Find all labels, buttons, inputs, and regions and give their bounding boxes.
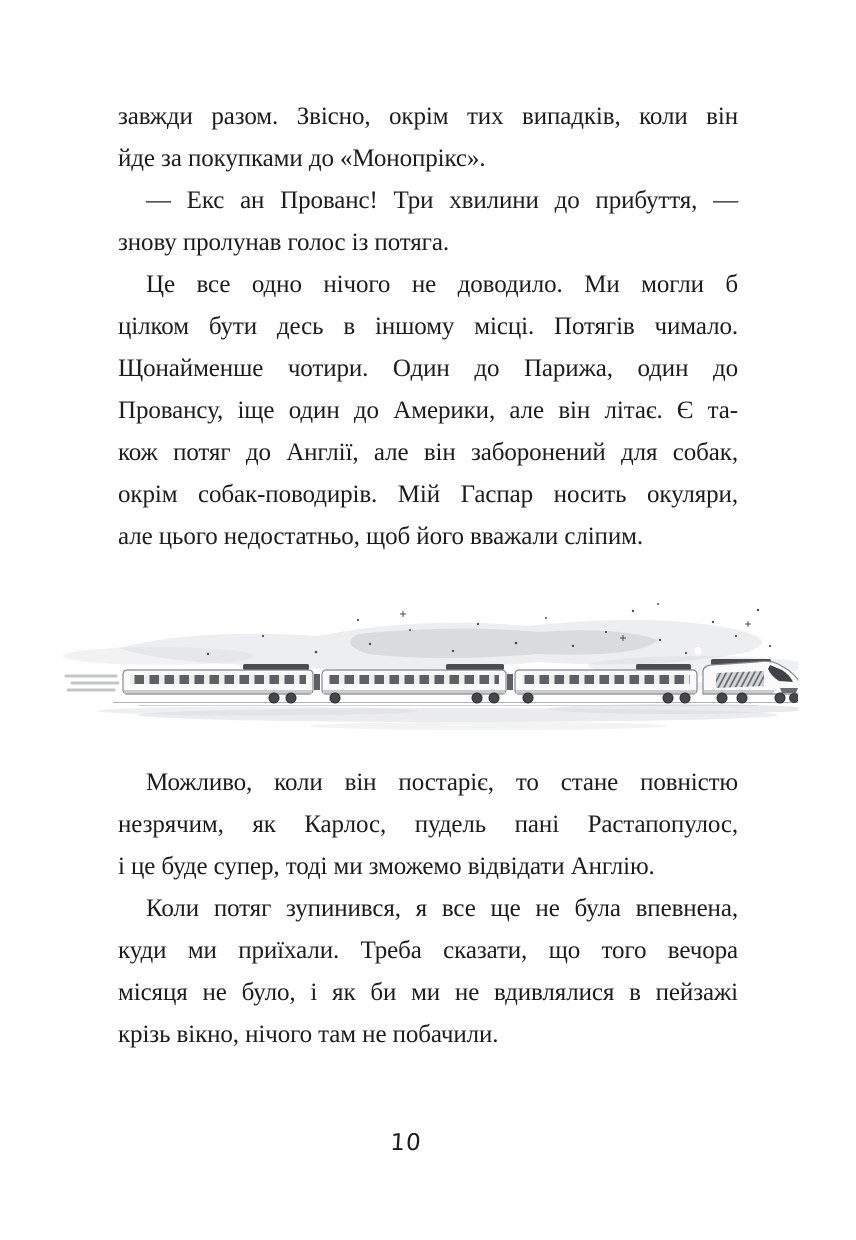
- text-line: місяця не було, і як би ми не вдивлялися в пейзажі: [118, 979, 738, 1006]
- train-coach: [322, 664, 506, 703]
- paragraph: [118, 96, 738, 180]
- text-line: йде за покупками до «Монопрікс».: [118, 145, 486, 172]
- paragraph: [118, 180, 738, 264]
- paragraph: [118, 888, 738, 1056]
- page-number: 10: [389, 1130, 423, 1156]
- text-line: Можливо, коли він постаріє, то стане повністю: [146, 769, 738, 796]
- text-block-top: [118, 96, 738, 558]
- paragraph: [118, 762, 738, 888]
- text-line: куди ми приїхали. Треба сказати, що того вечора: [118, 937, 738, 964]
- text-line: і це буде супер, тоді ми зможемо відвідати Англію.: [118, 853, 655, 880]
- train-coach: [123, 664, 313, 703]
- text-line: Це все одно нічого не доводило. Ми могли б: [146, 271, 738, 298]
- text-line: Щонайменше чотири. Один до Парижа, один до: [118, 355, 738, 382]
- paragraph: [118, 264, 738, 558]
- text-line: завжди разом. Звісно, окрім тих випадків, коли він: [118, 103, 738, 130]
- text-line: Коли потяг зупинився, я все ще не була впевнена,: [146, 895, 738, 922]
- text-line: Провансу, іще один до Америки, але він літає. Є та-: [118, 397, 738, 424]
- text-line: знову пролунав голос із потяга.: [118, 229, 449, 256]
- text-line: але цього недостатньо, щоб його вважали сліпим.: [118, 523, 643, 550]
- text-line: окрім собак-поводирів. Мій Гаспар носить окуляри,: [118, 481, 738, 508]
- coupler: [314, 674, 320, 690]
- text-line: крізь вікно, нічого там не побачили.: [118, 1021, 499, 1048]
- coupler: [507, 674, 513, 690]
- ground-shadow: [98, 704, 798, 730]
- text-line: — Екс ан Прованс! Три хвилини до прибуття, —: [146, 187, 738, 214]
- train-illustration: [58, 596, 798, 756]
- text-block-bottom: [118, 762, 738, 1056]
- train-coach: [515, 664, 697, 703]
- speed-lines: [66, 676, 118, 690]
- text-line: незрячим, як Карлос, пудель пані Растапопулос,: [118, 811, 738, 838]
- text-line: цілком бути десь в іншому місці. Потягів чимало.: [118, 313, 738, 340]
- text-line: кож потяг до Англії, але він заборонений для собак,: [118, 439, 738, 466]
